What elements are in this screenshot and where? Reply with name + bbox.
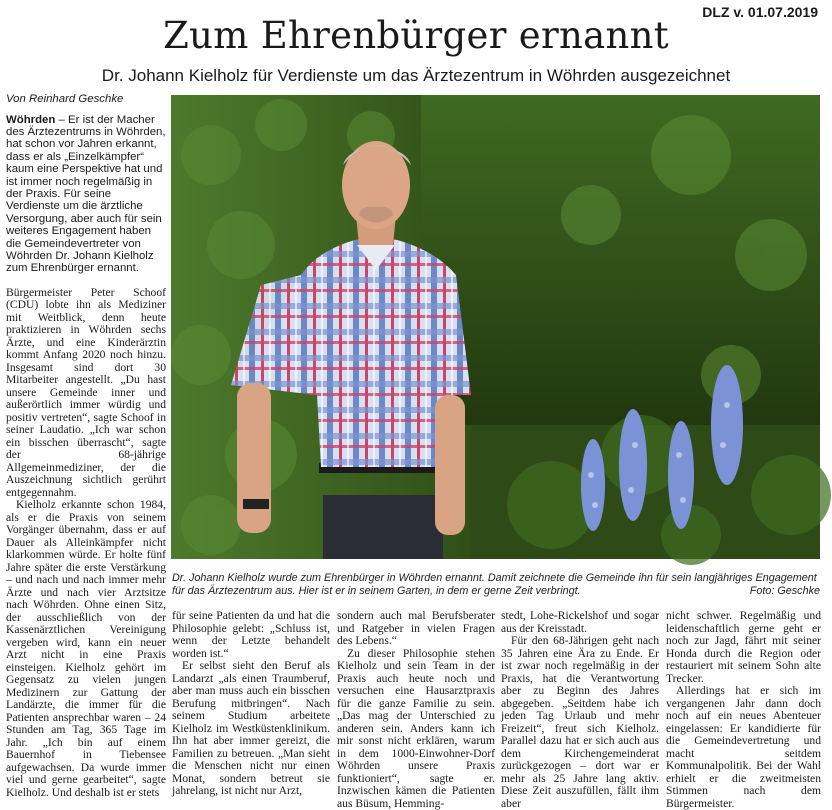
lead-paragraph bbox=[6, 114, 166, 275]
body-paragraph: Für den 68-Jährigen geht nach 35 Jahren eine Ära zu Ende. Er ist zwar noch regelmäßig in der Praxis, hat die Verantwortung aber zu Beginn des Jahres abgegeben. „Seitdem habe ich jeden Tag Urlaub und mehr Freizeit“, freut sich Kielholz. Parallel dazu hat er sich auch aus dem Kirchengemeinderat zurückgezogen – dort war er mehr als 25 Jahre lang aktiv. Diese Zeit auszufüllen, fällt ihm aber bbox=[501, 635, 659, 810]
body-paragraph: stedt, Lohe-Rickelshof und sogar aus der Kreisstadt. bbox=[501, 610, 659, 635]
article-subheadline: Dr. Johann Kielholz für Verdienste um das Ärztezentrum in Wöhrden ausgezeichnet bbox=[0, 66, 832, 86]
photo-caption bbox=[172, 572, 820, 597]
body-paragraph: sondern auch mal Berufsberater und Ratgeber in vielen Fragen des Lebens.“ bbox=[337, 610, 495, 648]
article-column-4 bbox=[501, 610, 659, 800]
article-photo bbox=[171, 95, 820, 559]
article-column-3 bbox=[337, 610, 495, 800]
photo-illustration bbox=[171, 95, 820, 559]
body-paragraph: für seine Patienten da und hat die Philosophie gelebt: „Schluss ist, wenn der Letzte behandelt worden ist.“ bbox=[172, 610, 330, 660]
body-paragraph: Bürgermeister Peter Schoof (CDU) lobte ihn als Mediziner mit Weitblick, denn heute praktizieren in Wöhrden sechs Ärzte, und eine Kinderärztin kommt Anfang 2020 noch hinzu. Insgesamt sind dort 30 Mitarbeiter angestellt. „Du hast unsere Gemeinde inner und außerörtlich immer würdig und positiv vertreten“, sagte Schoof in seiner Laudatio. „Ich war schon ein bisschen überrascht“, sagte der 68-jährige Allgemeinmediziner, der die Auszeichnung sichtlich gerührt entgegennahm. bbox=[6, 287, 166, 500]
lead-text: – Er ist der Macher des Ärztezentrums in Wöhrden, hat schon vor Jahren erkannt, dass er als „Einzelkämpfer“ kaum eine Perspektive hat und ist immer noch regelmäßig in der Praxis. Für seine Verdienste um die ärztliche Versorgung, aber auch für sein weiteres Engagement haben die Gemeindevertreter von Wöhrden Dr. Johann Kielholz zum Ehrenbürger ernannt. bbox=[6, 114, 166, 275]
caption-text: Dr. Johann Kielholz wurde zum Ehrenbürger in Wöhrden ernannt. Damit zeichnete die Gemeinde ihn für sein langjähriges Engagement für das Ärztezentrum aus. Hier ist er in seinem Garten, in dem er gerne Zeit verbringt. bbox=[172, 572, 817, 597]
dateline: Wöhrden bbox=[6, 114, 55, 126]
body-paragraph: Er selbst sieht den Beruf als Landarzt „als einen Traumberuf, aber man muss auch ein bisschen Berufung mitbringen“. Nach seinem Studium arbeitete Kielholz im Westküstenklinikum. Ihn hat aber immer gereizt, die Familien zu betreuen. „Man sieht die Menschen nicht nur einen Monat, sondern betreut sie jahrelang, ist nicht nur Arzt, bbox=[172, 660, 330, 798]
photo-credit: Foto: Geschke bbox=[750, 585, 820, 598]
article-column-1 bbox=[6, 93, 166, 798]
byline: Von Reinhard Geschke bbox=[6, 93, 166, 106]
body-paragraph: nicht schwer. Regelmäßig und leidenschaftlich gerne geht er noch zur Jagd, fährt mit seiner Honda durch die Region oder restauriert mit seinem Sohn alte Trecker. bbox=[666, 610, 821, 685]
article-column-2 bbox=[172, 610, 330, 800]
article-column-5 bbox=[666, 610, 821, 800]
source-date-tag: DLZ v. 01.07.2019 bbox=[702, 4, 818, 20]
body-paragraph: Zu dieser Philosophie stehen Kielholz und sein Team in der Praxis auch heute noch und versuchen eine Hausarztpraxis für die ganze Familie zu sein. „Das mag der Unterschied zu anderen sein. Anders kann ich mir sonst nicht erklären, warum in dem 1000-Einwohner-Dorf Wöhrden unsere Praxis funktioniert“, sagte er. Inzwischen kämen die Patienten aus Büsum, Hemming- bbox=[337, 648, 495, 810]
body-paragraph: Kielholz erkannte schon 1984, als er die Praxis von seinem Vorgänger übernahm, dass er auf Dauer als Alleinkämpfer nicht klarkommen würde. Er holte fünf Jahre später die erste Verstärkung – und nach und nach immer mehr Ärzte und nach vier Arztsitze nach Wöhrden. Ohne einen Sitz, der ausschließlich von der Kassenärztlichen Vereinigung vergeben wird, kann ein neuer Arzt nicht in eine Praxis einsteigen. Kielholz gehört im Gegensatz zu vielen jungen Medizinern zur Gattung der Landärzte, die immer für die Patienten ansprechbar waren – 24 Stunden am Tag, 365 Tage im Jahr. „Ich bin auf einem Bauernhof in Tiebensee aufgewachsen. Da wurde immer viel und gerne gearbeitet“, sagte Kielholz. Und deshalb ist er stets bbox=[6, 499, 166, 799]
body-paragraph: Allerdings hat er sich im vergangenen Jahr dann doch noch auf ein neues Abenteuer eingelassen: Er kandidierte für die Gemeindevertretung und macht seitdem Kommunalpolitik. Bei der Wahl erhielt er die zweitmeisten Stimmen nach dem Bürgermeister. bbox=[666, 685, 821, 810]
article-headline: Zum Ehrenbürger ernannt bbox=[0, 14, 832, 57]
